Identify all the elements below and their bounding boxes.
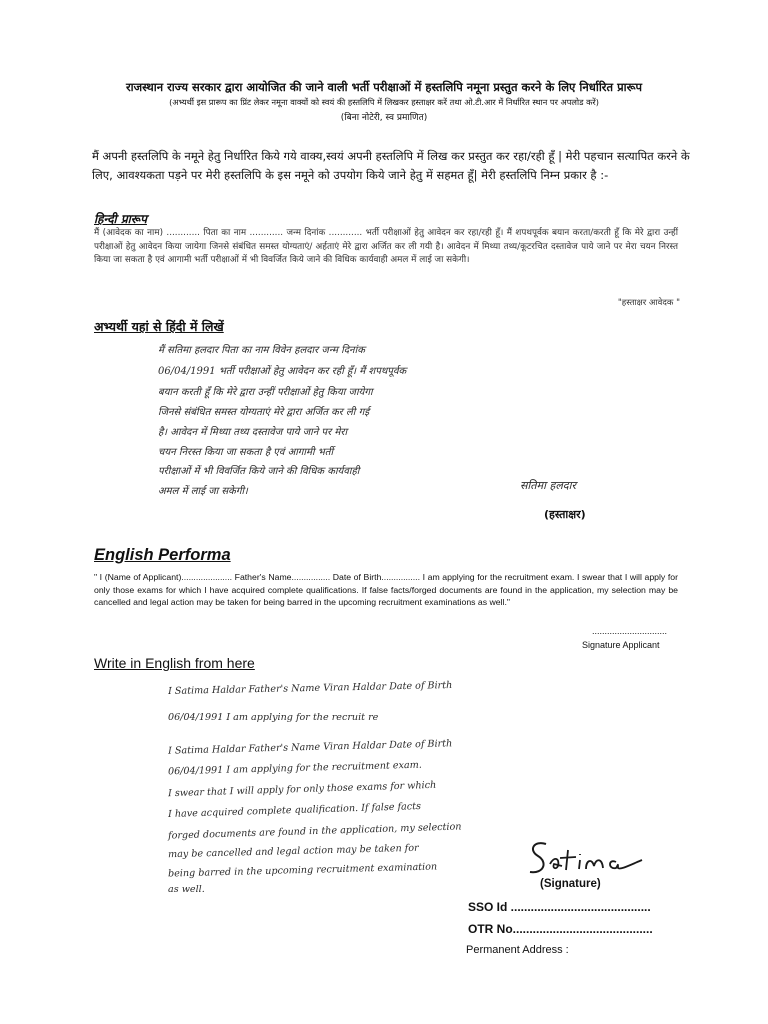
handwritten-line: as well. <box>168 884 205 895</box>
english-signature-line: .............................. <box>592 626 668 636</box>
handwritten-line: I Satima Haldar Father's Name Viran Haldar Date of Birth <box>167 738 453 757</box>
handwritten-line: may be cancelled and legal action may be taken for <box>167 842 419 861</box>
otr-number-field: OTR No.......................................... <box>468 922 653 936</box>
permanent-address-label: Permanent Address : <box>466 944 569 956</box>
sso-id-field: SSO Id .......................................... <box>468 900 651 914</box>
handwritten-line: जिनसे संबंधित समस्त योग्यताएं मेरे द्वारा अर्जित कर ली गई <box>158 407 370 418</box>
handwritten-draft-line: I Satima Haldar Father's Name Viran Haldar Date of Birth <box>167 680 453 697</box>
english-signature-caption: (Signature) <box>540 878 601 890</box>
handwritten-draft-line: 06/04/1991 I am applying for the recruit re <box>168 712 379 723</box>
handwritten-line: है। आवेदन में मिथ्या तथ्य दस्तावेज पाये जाने पर मेरा <box>158 427 348 438</box>
form-instructions: (अभ्यर्थी इस प्रारूप का प्रिंट लेकर नमूना वाक्यों को स्वयं की हस्तलिपि में लिखकर हस्ताक्षर करें तथा ओ.टी.आर में निर्धारित स्थान पर अपलोड करें) <box>169 97 599 107</box>
handwritten-line: I have acquired complete qualification. If false facts <box>167 801 422 820</box>
handwritten-line: 06/04/1991 भर्ती परीक्षाओं हेतु आवेदन कर रही हूँ। मैं शपथपूर्वक <box>158 366 407 377</box>
english-handwriting-heading: Write in English from here <box>94 655 255 671</box>
english-format-body: " I (Name of Applicant)..................... Father's Name................ Date of Birth................ I am applying for the recruitment exam. I swear that I will apply for only those exams for which I have acquired complete qualifications. If false facts/forged documents are found in the application, my selection may be cancelled and legal action may be taken for being barred in the upcoming recruitment examinations as well." <box>94 572 678 608</box>
handwritten-line: I swear that I will apply for only those exams for which <box>167 779 437 800</box>
hindi-format-body: मैं (आवेदक का नाम) ............ पिता का नाम ............ जन्म दिनांक ............ भर्ती परीक्षाओं हेतु आवेदन कर रहा/रही हूँ। मैं शपथपूर्वक बयान करता/करती हूँ कि मेरे द्वारा उन्हीं परीक्षाओं हेतु आवेदन किया जायेगा जिनसे संबंधित समस्त योग्यताएं/ अर्हताएं मेरे द्वारा अर्जित कर ली गयी है। आवेदन में मिथ्या तथ्य/कूटरचित दस्तावेज पाये जाने पर मेरा चयन निरस्त किया जा सकता है एवं आगामी भर्ती परीक्षाओं में भी विवर्जित किये जाने की विधिक कार्यवाही अमल में लाई जा सकेगी। <box>94 228 678 265</box>
hindi-handwritten-signature: सतिमा हलदार <box>520 479 576 492</box>
handwritten-line: forged documents are found in the application, my selection <box>167 821 462 842</box>
handwritten-line: 06/04/1991 I am applying for the recruitment exam. <box>167 759 422 778</box>
handwritten-line: परीक्षाओं में भी विवर्जित किये जाने की विधिक कार्यवाही <box>158 466 360 477</box>
handwritten-line: मैं सतिमा हलदार पिता का नाम विवेन हलदार जन्म दिनांक <box>158 345 365 356</box>
english-signature-label: Signature Applicant <box>582 640 660 650</box>
english-format-heading: English Performa <box>94 546 231 564</box>
handwritten-line: being barred in the upcoming recruitment examination <box>167 861 438 880</box>
hindi-format-heading: हिन्दी प्रारूप <box>94 212 147 226</box>
form-title: राजस्थान राज्य सरकार द्वारा आयोजित की जाने वाली भर्ती परीक्षाओं में हस्तलिपि नमूना प्रस्तुत करने के लिए निर्धारित प्रारूप <box>125 80 643 94</box>
handwritten-line: चयन निरस्त किया जा सकता है एवं आगामी भर्ती <box>158 447 334 458</box>
hindi-signature-caption: (हस्ताक्षर) <box>544 508 586 521</box>
declaration-text: मैं अपनी हस्तलिपि के नमूने हेतु निर्धारित किये गये वाक्य,स्वयं अपनी हस्तलिपि में लिख कर प्रस्तुत कर रहा/रही हूँ | मेरी पहचान सत्यापित करने के लिए, आवश्यकता पड़ने पर मेरी हस्तलिपि के इस नमूने को उपयोग किये जाने हेतु में सहमत हूँ| मेरी हस्तलिपि निम्न प्रकार है :- <box>92 149 690 182</box>
hindi-signature-label: "हस्ताक्षर आवेदक " <box>617 298 680 308</box>
notary-note: (बिना नोटेरी, स्व प्रमाणित) <box>340 113 428 123</box>
handwritten-line: बयान करती हूँ कि मेरे द्वारा उन्हीं परीक्षाओं हेतु किया जायेगा <box>158 387 373 398</box>
hindi-handwriting-heading: अभ्यर्थी यहां से हिंदी में लिखें <box>94 319 224 334</box>
handwritten-line: अमल में लाई जा सकेगी। <box>158 486 248 497</box>
english-handwritten-signature <box>524 836 648 880</box>
